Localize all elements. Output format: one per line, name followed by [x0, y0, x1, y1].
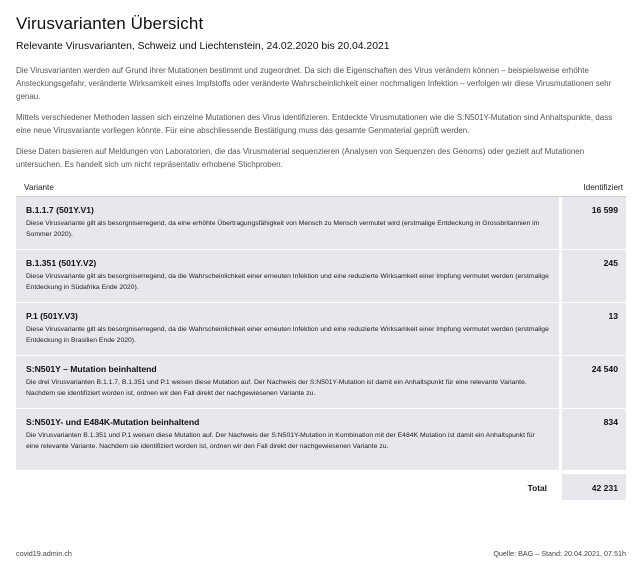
variant-name: P.1 (501Y.V3)	[26, 311, 78, 321]
table-row	[16, 409, 626, 471]
page	[16, 14, 626, 500]
total-row	[16, 474, 626, 500]
variant-name: B.1.351 (501Y.V2)	[26, 258, 97, 268]
variant-name: S:N501Y – Mutation beinhaltend	[26, 364, 157, 374]
footer-site: covid19.admin.ch	[16, 549, 72, 558]
variant-cell	[16, 303, 559, 355]
variant-count: 834	[562, 409, 626, 470]
variant-description: Die drei Virusvarianten B.1.1.7, B.1.351 und P.1 weisen diese Mutation auf. Der Nachweis der S:N501Y-Mutation ist damit ein Anhaltspunkt für eine relevante Variante. Nachdem sie identifiziert worden ist, ordnen wir den Fall direkt der nachgewiesenen Variante zu.	[26, 379, 527, 397]
table-header	[16, 182, 626, 197]
variant-count: 24 540	[562, 356, 626, 408]
variant-count: 16 599	[562, 197, 626, 249]
page-subtitle: Relevante Virusvarianten, Schweiz und Liechtenstein, 24.02.2020 bis 20.04.2021	[16, 41, 390, 52]
variant-description: Diese Virusvariante gilt als besorgniserregend, da die Wahrscheinlichkeit einer erneuten Infektion und eine reduzierte Wirksamkeit einer Impfung vermutet werden (erstmalige Entdeckung in Südafrika Ende 2020).	[26, 273, 549, 291]
intro-paragraph: Mittels verschiedener Methoden lassen sich einzelne Mutationen des Virus identifizieren. Entdeckte Virusmutationen wie die S:N501Y-Mutation sind Anhaltspunkte, dass eine neue Virusvariante vorliegen könnte. Für eine abschliessende Bestätigung muss das gesamte Genmaterial geprüft werden.	[16, 113, 613, 135]
total-value: 42 231	[562, 474, 626, 500]
variant-name: B.1.1.7 (501Y.V1)	[26, 205, 94, 215]
table-row	[16, 303, 626, 356]
intro-paragraph: Diese Daten basieren auf Meldungen von Laboratorien, die das Virusmaterial sequenzieren (Analysen von Sequenzen des Genoms) oder gezielt auf Mutationen untersuchen. Es handelt sich um nicht repräsentativ erhobene Stichproben.	[16, 147, 585, 169]
variant-cell	[16, 250, 559, 302]
column-header-variant: Variante	[24, 183, 54, 192]
variant-cell	[16, 356, 559, 408]
variant-count: 245	[562, 250, 626, 302]
footer	[16, 549, 626, 558]
total-label: Total	[16, 474, 559, 500]
table-row	[16, 356, 626, 409]
variants-table	[16, 182, 626, 500]
variant-description: Diese Virusvariante gilt als besorgniserregend, da eine erhöhte Übertragungsfähigkeit von Mensch zu Mensch vermutet wird (erstmalige Entdeckung in Grossbritannien im Sommer 2020).	[26, 220, 540, 238]
variant-description: Diese Virusvariante gilt als besorgniserregend, da die Wahrscheinlichkeit einer erneuten Infektion und eine reduzierte Wirksamkeit einer Impfung vermutet werden (erstmalige Entdeckung in Brasilien Ende 2020).	[26, 326, 549, 344]
page-title: Virusvarianten Übersicht	[16, 14, 204, 33]
variant-cell	[16, 409, 559, 470]
table-row	[16, 250, 626, 303]
variant-description: Die Virusvarianten B.1.351 und P.1 weisen diese Mutation auf. Der Nachweis der S:N501Y-Mutation in Kombination mit der E484K Mutation ist damit ein Anhaltspunkt für eine relevante Variante. Nachdem sie identifiziert worden ist, ordnen wir den Fall direkt der nachgewiesenen Variante zu.	[26, 432, 535, 450]
table-row	[16, 197, 626, 250]
intro-text	[16, 64, 626, 171]
intro-paragraph: Die Virusvarianten werden auf Grund ihrer Mutationen bestimmt und zugeordnet. Da sich die Eigenschaften des Virus verändern können – beispielsweise erhöhte Ansteckungsgefahr, veränderte Wirksamkeit eines Impfstoffs oder veränderte Wahrscheinlichkeit einer nochmaligen Infektion – verfolgen wir diese Virusmutationen sehr genau.	[16, 66, 612, 101]
variant-name: S:N501Y- und E484K-Mutation beinhaltend	[26, 417, 200, 427]
variant-count: 13	[562, 303, 626, 355]
footer-source: Quelle: BAG – Stand: 20.04.2021, 07.51h	[493, 549, 626, 558]
variant-cell	[16, 197, 559, 249]
column-header-identified: Identifiziert	[583, 183, 623, 192]
